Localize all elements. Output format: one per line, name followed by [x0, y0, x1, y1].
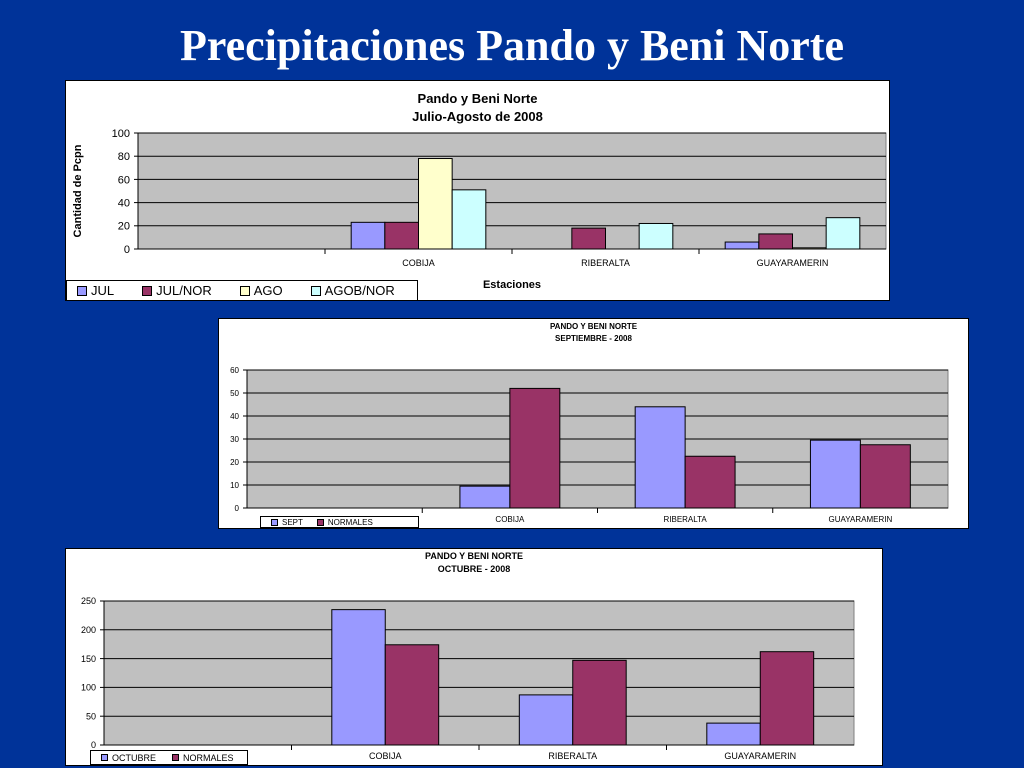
bar-sept — [810, 440, 860, 508]
y-tick-label: 0 — [90, 740, 96, 751]
bar-ago — [419, 159, 453, 249]
bar-sept — [635, 407, 685, 508]
bar-octubre — [519, 695, 572, 745]
legend-item — [172, 753, 234, 763]
legend-item — [142, 283, 212, 298]
y-tick-label: 20 — [117, 220, 130, 233]
y-tick-label: 200 — [80, 624, 96, 635]
y-tick-label: 30 — [230, 434, 239, 444]
bar-normales — [385, 645, 438, 745]
legend-label: NORMALES — [183, 752, 234, 763]
bar-jul — [725, 242, 759, 249]
y-tick-label: 20 — [230, 457, 239, 467]
bar-octubre — [332, 610, 385, 745]
bar-octubre — [707, 723, 760, 745]
x-tick-label: GUAYARAMERIN — [828, 515, 893, 524]
legend-item — [271, 518, 303, 527]
chart-subtitle: Julio-Agosto de 2008 — [412, 109, 543, 124]
x-tick-label: COBIJA — [368, 751, 402, 761]
x-tick-label: RIBERALTA — [548, 751, 598, 761]
y-tick-label: 250 — [80, 596, 96, 607]
chart-svg — [219, 319, 968, 528]
chart-title: PANDO Y BENI NORTE — [549, 322, 638, 331]
legend-swatch — [317, 519, 324, 526]
y-tick-label: 50 — [230, 388, 239, 398]
x-tick-label: COBIJA — [402, 258, 435, 268]
legend-label: AGO — [253, 283, 283, 298]
legend-item — [101, 753, 156, 763]
legend-swatch — [77, 286, 87, 296]
legend-swatch — [101, 754, 108, 761]
y-tick-label: 80 — [117, 151, 130, 164]
legend-label: JUL — [91, 283, 115, 298]
bar-jul — [351, 222, 385, 249]
legend-label: NORMALES — [327, 517, 373, 527]
y-tick-label: 40 — [230, 411, 239, 421]
x-tick-label: COBIJA — [495, 515, 525, 524]
bar-normales — [685, 456, 735, 508]
x-axis-label: Estaciones — [482, 279, 542, 291]
chart-title: Pando y Beni Norte — [417, 91, 538, 106]
legend-label: OCTUBRE — [112, 752, 157, 763]
chart-subtitle: OCTUBRE - 2008 — [437, 564, 511, 574]
bar-jul-nor — [759, 234, 793, 249]
legend-swatch — [240, 286, 250, 296]
chart-legend — [66, 280, 418, 301]
legend-item — [77, 283, 114, 298]
y-tick-label: 0 — [123, 243, 130, 256]
bar-normales — [573, 660, 626, 745]
bar-normales — [760, 652, 813, 745]
legend-item — [317, 518, 373, 527]
chart-legend — [90, 750, 248, 765]
x-tick-label: RIBERALTA — [581, 258, 630, 268]
x-tick-label: RIBERALTA — [663, 515, 707, 524]
bar-sept — [460, 486, 510, 508]
y-tick-label: 40 — [117, 197, 130, 210]
bar-agob-nor — [452, 190, 486, 249]
bar-agob-nor — [826, 218, 860, 249]
legend-label: SEPT — [282, 517, 303, 527]
bar-normales — [860, 445, 910, 508]
chart-septiembre — [218, 318, 969, 529]
chart-subtitle: SEPTIEMBRE - 2008 — [555, 334, 632, 343]
y-tick-label: 50 — [85, 711, 96, 722]
bar-agob-nor — [639, 223, 673, 249]
y-tick-label: 150 — [80, 653, 96, 664]
chart-svg — [66, 549, 882, 765]
plot-area — [138, 133, 886, 249]
legend-swatch — [142, 286, 152, 296]
bar-jul-nor — [385, 222, 419, 249]
chart-legend — [260, 516, 419, 528]
x-tick-label: GUAYARAMERIN — [724, 751, 797, 761]
legend-item — [311, 283, 395, 298]
chart-title: PANDO Y BENI NORTE — [424, 551, 524, 561]
legend-item — [240, 283, 283, 298]
legend-swatch — [271, 519, 278, 526]
y-tick-label: 10 — [230, 480, 239, 490]
y-tick-label: 100 — [111, 127, 130, 140]
legend-label: JUL/NOR — [156, 283, 212, 298]
bar-normales — [510, 388, 560, 508]
y-tick-label: 60 — [117, 174, 130, 187]
bar-jul-nor — [572, 228, 606, 249]
slide-title: Precipitaciones Pando y Beni Norte — [180, 21, 844, 70]
y-tick-label: 60 — [230, 365, 239, 375]
y-tick-label: 0 — [234, 503, 239, 513]
chart-jul-ago — [65, 80, 890, 301]
chart-svg — [66, 81, 889, 300]
y-tick-label: 100 — [80, 682, 96, 693]
bar-ago — [793, 248, 827, 249]
chart-octubre — [65, 548, 883, 766]
y-axis-label: Cantidad de Pcpn — [72, 144, 84, 238]
legend-label: AGOB/NOR — [324, 283, 395, 298]
legend-swatch — [311, 286, 321, 296]
x-tick-label: GUAYARAMERIN — [756, 258, 829, 268]
legend-swatch — [172, 754, 179, 761]
